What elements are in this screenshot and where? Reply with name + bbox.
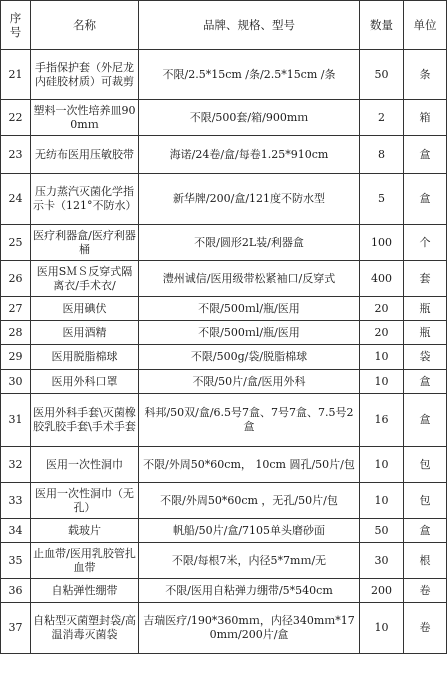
cell-qty: 50 (360, 50, 404, 100)
table-row (1, 394, 447, 447)
cell-unit: 卷 (404, 579, 447, 603)
table-row (1, 447, 447, 483)
cell-spec: 不限/500ｍl/瓶/医用 (139, 297, 360, 321)
cell-qty: 5 (360, 174, 404, 225)
cell-unit: 包 (404, 483, 447, 519)
table-row (1, 225, 447, 261)
cell-unit: 盒 (404, 519, 447, 543)
cell-name: 塑料一次性培养皿900mｍ (31, 100, 139, 136)
cell-qty: 10 (360, 370, 404, 394)
cell-seq: 35 (1, 543, 31, 579)
cell-seq: 30 (1, 370, 31, 394)
cell-unit: 盒 (404, 394, 447, 447)
cell-spec: 不限/外周50*60cm ，无孔/50片/包 (139, 483, 360, 519)
header-name: 名称 (31, 1, 139, 50)
cell-qty: 10 (360, 603, 404, 654)
cell-seq: 25 (1, 225, 31, 261)
cell-unit: 个 (404, 225, 447, 261)
table-row (1, 50, 447, 100)
cell-name: 载玻片 (31, 519, 139, 543)
header-unit: 单位 (404, 1, 447, 50)
cell-name: 医用SＭＳ反穿式隔离衣/手术衣/ (31, 261, 139, 297)
cell-name: 自粘型灭菌塑封袋/高温消毒灭菌袋 (31, 603, 139, 654)
cell-seq: 33 (1, 483, 31, 519)
cell-qty: 100 (360, 225, 404, 261)
cell-unit: 套 (404, 261, 447, 297)
cell-spec: 不限/50片/盒/医用外科 (139, 370, 360, 394)
cell-name: 止血带/医用乳胶管扎血带 (31, 543, 139, 579)
cell-spec: 不限/500g/袋/脱脂棉球 (139, 345, 360, 370)
cell-unit: 瓶 (404, 297, 447, 321)
header-spec: 品牌、规格、型号 (139, 1, 360, 50)
cell-spec: 不限/2.5*15cm /条/2.5*15cm /条 (139, 50, 360, 100)
table-row (1, 174, 447, 225)
table-row (1, 100, 447, 136)
cell-seq: 22 (1, 100, 31, 136)
cell-unit: 盒 (404, 370, 447, 394)
table-row (1, 543, 447, 579)
cell-name: 医用一次性洞巾（无孔） (31, 483, 139, 519)
cell-qty: 20 (360, 297, 404, 321)
cell-unit: 袋 (404, 345, 447, 370)
cell-spec: 不限/圆形2L装/利器盒 (139, 225, 360, 261)
cell-spec: 科邦/50双/盒/6.5号7盒、7号7盒、7.5号2盒 (139, 394, 360, 447)
cell-seq: 32 (1, 447, 31, 483)
cell-unit: 卷 (404, 603, 447, 654)
cell-spec: 不限/外周50*60cm， 10cm 圆孔/50片/包 (139, 447, 360, 483)
table-row (1, 519, 447, 543)
table-row (1, 345, 447, 370)
table-row (1, 297, 447, 321)
cell-unit: 盒 (404, 136, 447, 174)
table-row (1, 579, 447, 603)
cell-unit: 箱 (404, 100, 447, 136)
cell-name: 医用酒精 (31, 321, 139, 345)
cell-qty: 50 (360, 519, 404, 543)
cell-name: 医用碘伏 (31, 297, 139, 321)
cell-qty: 2 (360, 100, 404, 136)
cell-qty: 30 (360, 543, 404, 579)
cell-spec: 不限/500ｍl/瓶/医用 (139, 321, 360, 345)
cell-spec: 海诺/24卷/盒/每卷1.25*910cm (139, 136, 360, 174)
cell-seq: 36 (1, 579, 31, 603)
cell-seq: 28 (1, 321, 31, 345)
cell-qty: 10 (360, 483, 404, 519)
cell-spec: 吉瑞医疗/190*360mｍ，内径340mｍ*170mｍ/200片/盒 (139, 603, 360, 654)
cell-name: 医用外科口罩 (31, 370, 139, 394)
cell-seq: 31 (1, 394, 31, 447)
cell-name: 医疗利器盒/医疗利器桶 (31, 225, 139, 261)
cell-unit: 条 (404, 50, 447, 100)
cell-unit: 瓶 (404, 321, 447, 345)
cell-qty: 20 (360, 321, 404, 345)
cell-qty: 400 (360, 261, 404, 297)
header-qty: 数量 (360, 1, 404, 50)
table-row (1, 483, 447, 519)
cell-seq: 27 (1, 297, 31, 321)
cell-unit: 根 (404, 543, 447, 579)
cell-qty: 10 (360, 447, 404, 483)
cell-spec: 帆船/50片/盒/7105单头磨砂面 (139, 519, 360, 543)
cell-qty: 16 (360, 394, 404, 447)
cell-seq: 34 (1, 519, 31, 543)
cell-name: 手指保护套（外尼龙内硅胶材质）可裁剪 (31, 50, 139, 100)
cell-name: 医用外科手套\灭菌橡胶乳胶手套\手术手套 (31, 394, 139, 447)
cell-seq: 29 (1, 345, 31, 370)
cell-spec: 不限/医用自粘弹力绷带/5*540cm (139, 579, 360, 603)
header-seq: 序 号 (1, 1, 31, 50)
cell-unit: 盒 (404, 174, 447, 225)
table-row (1, 603, 447, 654)
cell-seq: 21 (1, 50, 31, 100)
cell-seq: 26 (1, 261, 31, 297)
cell-spec: 不限/每根7米，内径5*7mｍ/无 (139, 543, 360, 579)
cell-seq: 24 (1, 174, 31, 225)
cell-name: 自粘弹性绷带 (31, 579, 139, 603)
header-row (1, 1, 447, 50)
cell-spec: 不限/500套/箱/900mｍ (139, 100, 360, 136)
table-row (1, 261, 447, 297)
cell-unit: 包 (404, 447, 447, 483)
cell-name: 压力蒸汽灭菌化学指示卡（121°不防水） (31, 174, 139, 225)
cell-qty: 8 (360, 136, 404, 174)
cell-seq: 37 (1, 603, 31, 654)
cell-spec: 新华牌/200/盒/121度不防水型 (139, 174, 360, 225)
table-row (1, 370, 447, 394)
cell-spec: 澧州诚信/医用级带松紧袖口/反穿式 (139, 261, 360, 297)
cell-name: 医用脱脂棉球 (31, 345, 139, 370)
table-row (1, 321, 447, 345)
table-row (1, 136, 447, 174)
cell-seq: 23 (1, 136, 31, 174)
cell-name: 医用一次性洞巾 (31, 447, 139, 483)
cell-qty: 200 (360, 579, 404, 603)
cell-qty: 10 (360, 345, 404, 370)
cell-name: 无纺布医用压敏胶带 (31, 136, 139, 174)
